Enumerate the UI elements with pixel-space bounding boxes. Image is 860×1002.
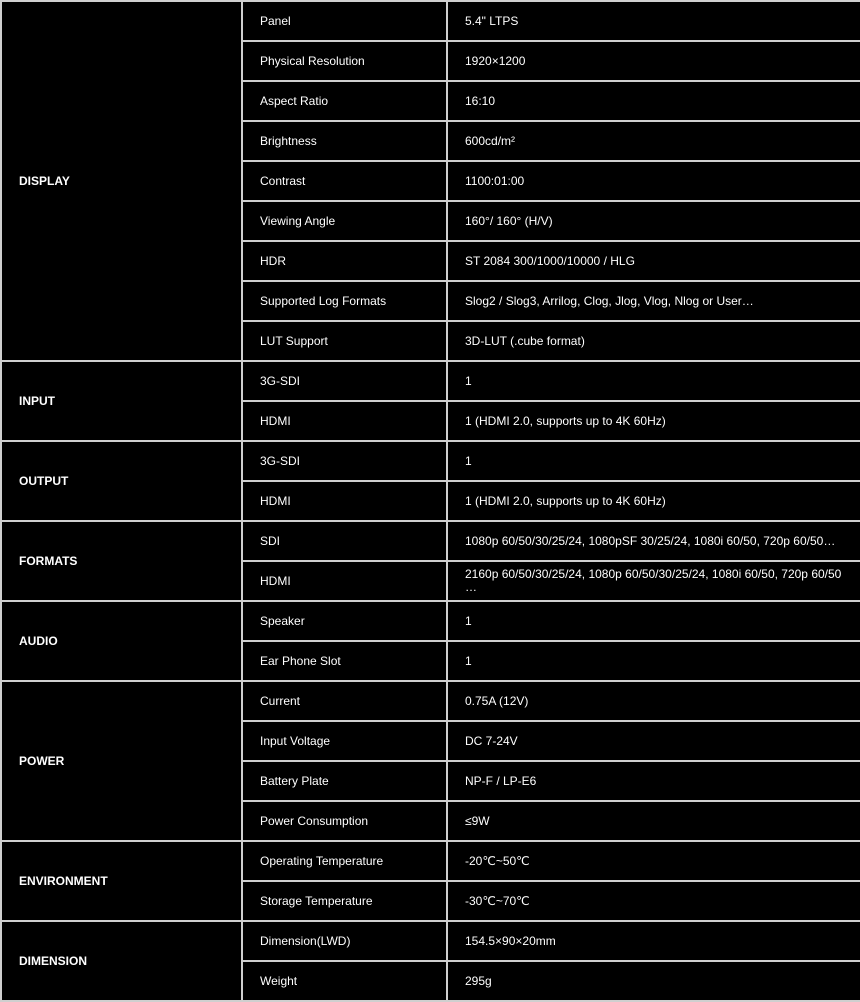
spec-value: 1 <box>447 441 860 481</box>
spec-value: 1 (HDMI 2.0, supports up to 4K 60Hz) <box>447 481 860 521</box>
spec-value: 1 (HDMI 2.0, supports up to 4K 60Hz) <box>447 401 860 441</box>
table-row <box>1 921 860 961</box>
category-display: DISPLAY <box>1 1 242 361</box>
spec-value: 2160p 60/50/30/25/24, 1080p 60/50/30/25/24, 1080i 60/50, 720p 60/50 … <box>447 561 860 601</box>
category-formats: FORMATS <box>1 521 242 601</box>
spec-label: Physical Resolution <box>242 41 447 81</box>
category-environment: ENVIRONMENT <box>1 841 242 921</box>
spec-table-body <box>1 1 860 1001</box>
table-row <box>1 1 860 41</box>
spec-label: 3G-SDI <box>242 361 447 401</box>
spec-value: ST 2084 300/1000/10000 / HLG <box>447 241 860 281</box>
spec-label: Power Consumption <box>242 801 447 841</box>
spec-label: HDMI <box>242 401 447 441</box>
spec-label: HDMI <box>242 561 447 601</box>
spec-value: 1 <box>447 601 860 641</box>
spec-value: 0.75A (12V) <box>447 681 860 721</box>
spec-label: Ear Phone Slot <box>242 641 447 681</box>
spec-value: 1080p 60/50/30/25/24, 1080pSF 30/25/24, 1080i 60/50, 720p 60/50… <box>447 521 860 561</box>
spec-label: Aspect Ratio <box>242 81 447 121</box>
spec-value: DC 7-24V <box>447 721 860 761</box>
table-row <box>1 521 860 561</box>
spec-value: -20℃~50℃ <box>447 841 860 881</box>
category-audio: AUDIO <box>1 601 242 681</box>
spec-value: 295g <box>447 961 860 1001</box>
spec-label: HDMI <box>242 481 447 521</box>
spec-value: 1 <box>447 641 860 681</box>
spec-label: Contrast <box>242 161 447 201</box>
category-output: OUTPUT <box>1 441 242 521</box>
spec-value: Slog2 / Slog3, Arrilog, Clog, Jlog, Vlog, Nlog or User… <box>447 281 860 321</box>
spec-label: Viewing Angle <box>242 201 447 241</box>
spec-label: 3G-SDI <box>242 441 447 481</box>
category-power: POWER <box>1 681 242 841</box>
table-row <box>1 841 860 881</box>
table-row <box>1 681 860 721</box>
spec-value: 1920×1200 <box>447 41 860 81</box>
spec-value: ≤9W <box>447 801 860 841</box>
spec-label: Supported Log Formats <box>242 281 447 321</box>
spec-label: SDI <box>242 521 447 561</box>
spec-value: -30℃~70℃ <box>447 881 860 921</box>
spec-value: 3D-LUT (.cube format) <box>447 321 860 361</box>
table-row <box>1 441 860 481</box>
category-input: INPUT <box>1 361 242 441</box>
spec-label: Operating Temperature <box>242 841 447 881</box>
table-row <box>1 601 860 641</box>
spec-label: LUT Support <box>242 321 447 361</box>
table-row <box>1 361 860 401</box>
spec-value: 5.4" LTPS <box>447 1 860 41</box>
spec-value: 160°/ 160° (H/V) <box>447 201 860 241</box>
spec-label: Dimension(LWD) <box>242 921 447 961</box>
spec-label: Current <box>242 681 447 721</box>
spec-value: 1100:01:00 <box>447 161 860 201</box>
spec-label: Brightness <box>242 121 447 161</box>
spec-label: Input Voltage <box>242 721 447 761</box>
spec-label: Speaker <box>242 601 447 641</box>
spec-value: 154.5×90×20mm <box>447 921 860 961</box>
spec-label: Weight <box>242 961 447 1001</box>
spec-label: Battery Plate <box>242 761 447 801</box>
spec-value: 1 <box>447 361 860 401</box>
spec-value: 16:10 <box>447 81 860 121</box>
spec-label: Panel <box>242 1 447 41</box>
spec-value: NP-F / LP-E6 <box>447 761 860 801</box>
spec-label: HDR <box>242 241 447 281</box>
category-dimension: DIMENSION <box>1 921 242 1001</box>
spec-value: 600cd/m² <box>447 121 860 161</box>
spec-label: Storage Temperature <box>242 881 447 921</box>
